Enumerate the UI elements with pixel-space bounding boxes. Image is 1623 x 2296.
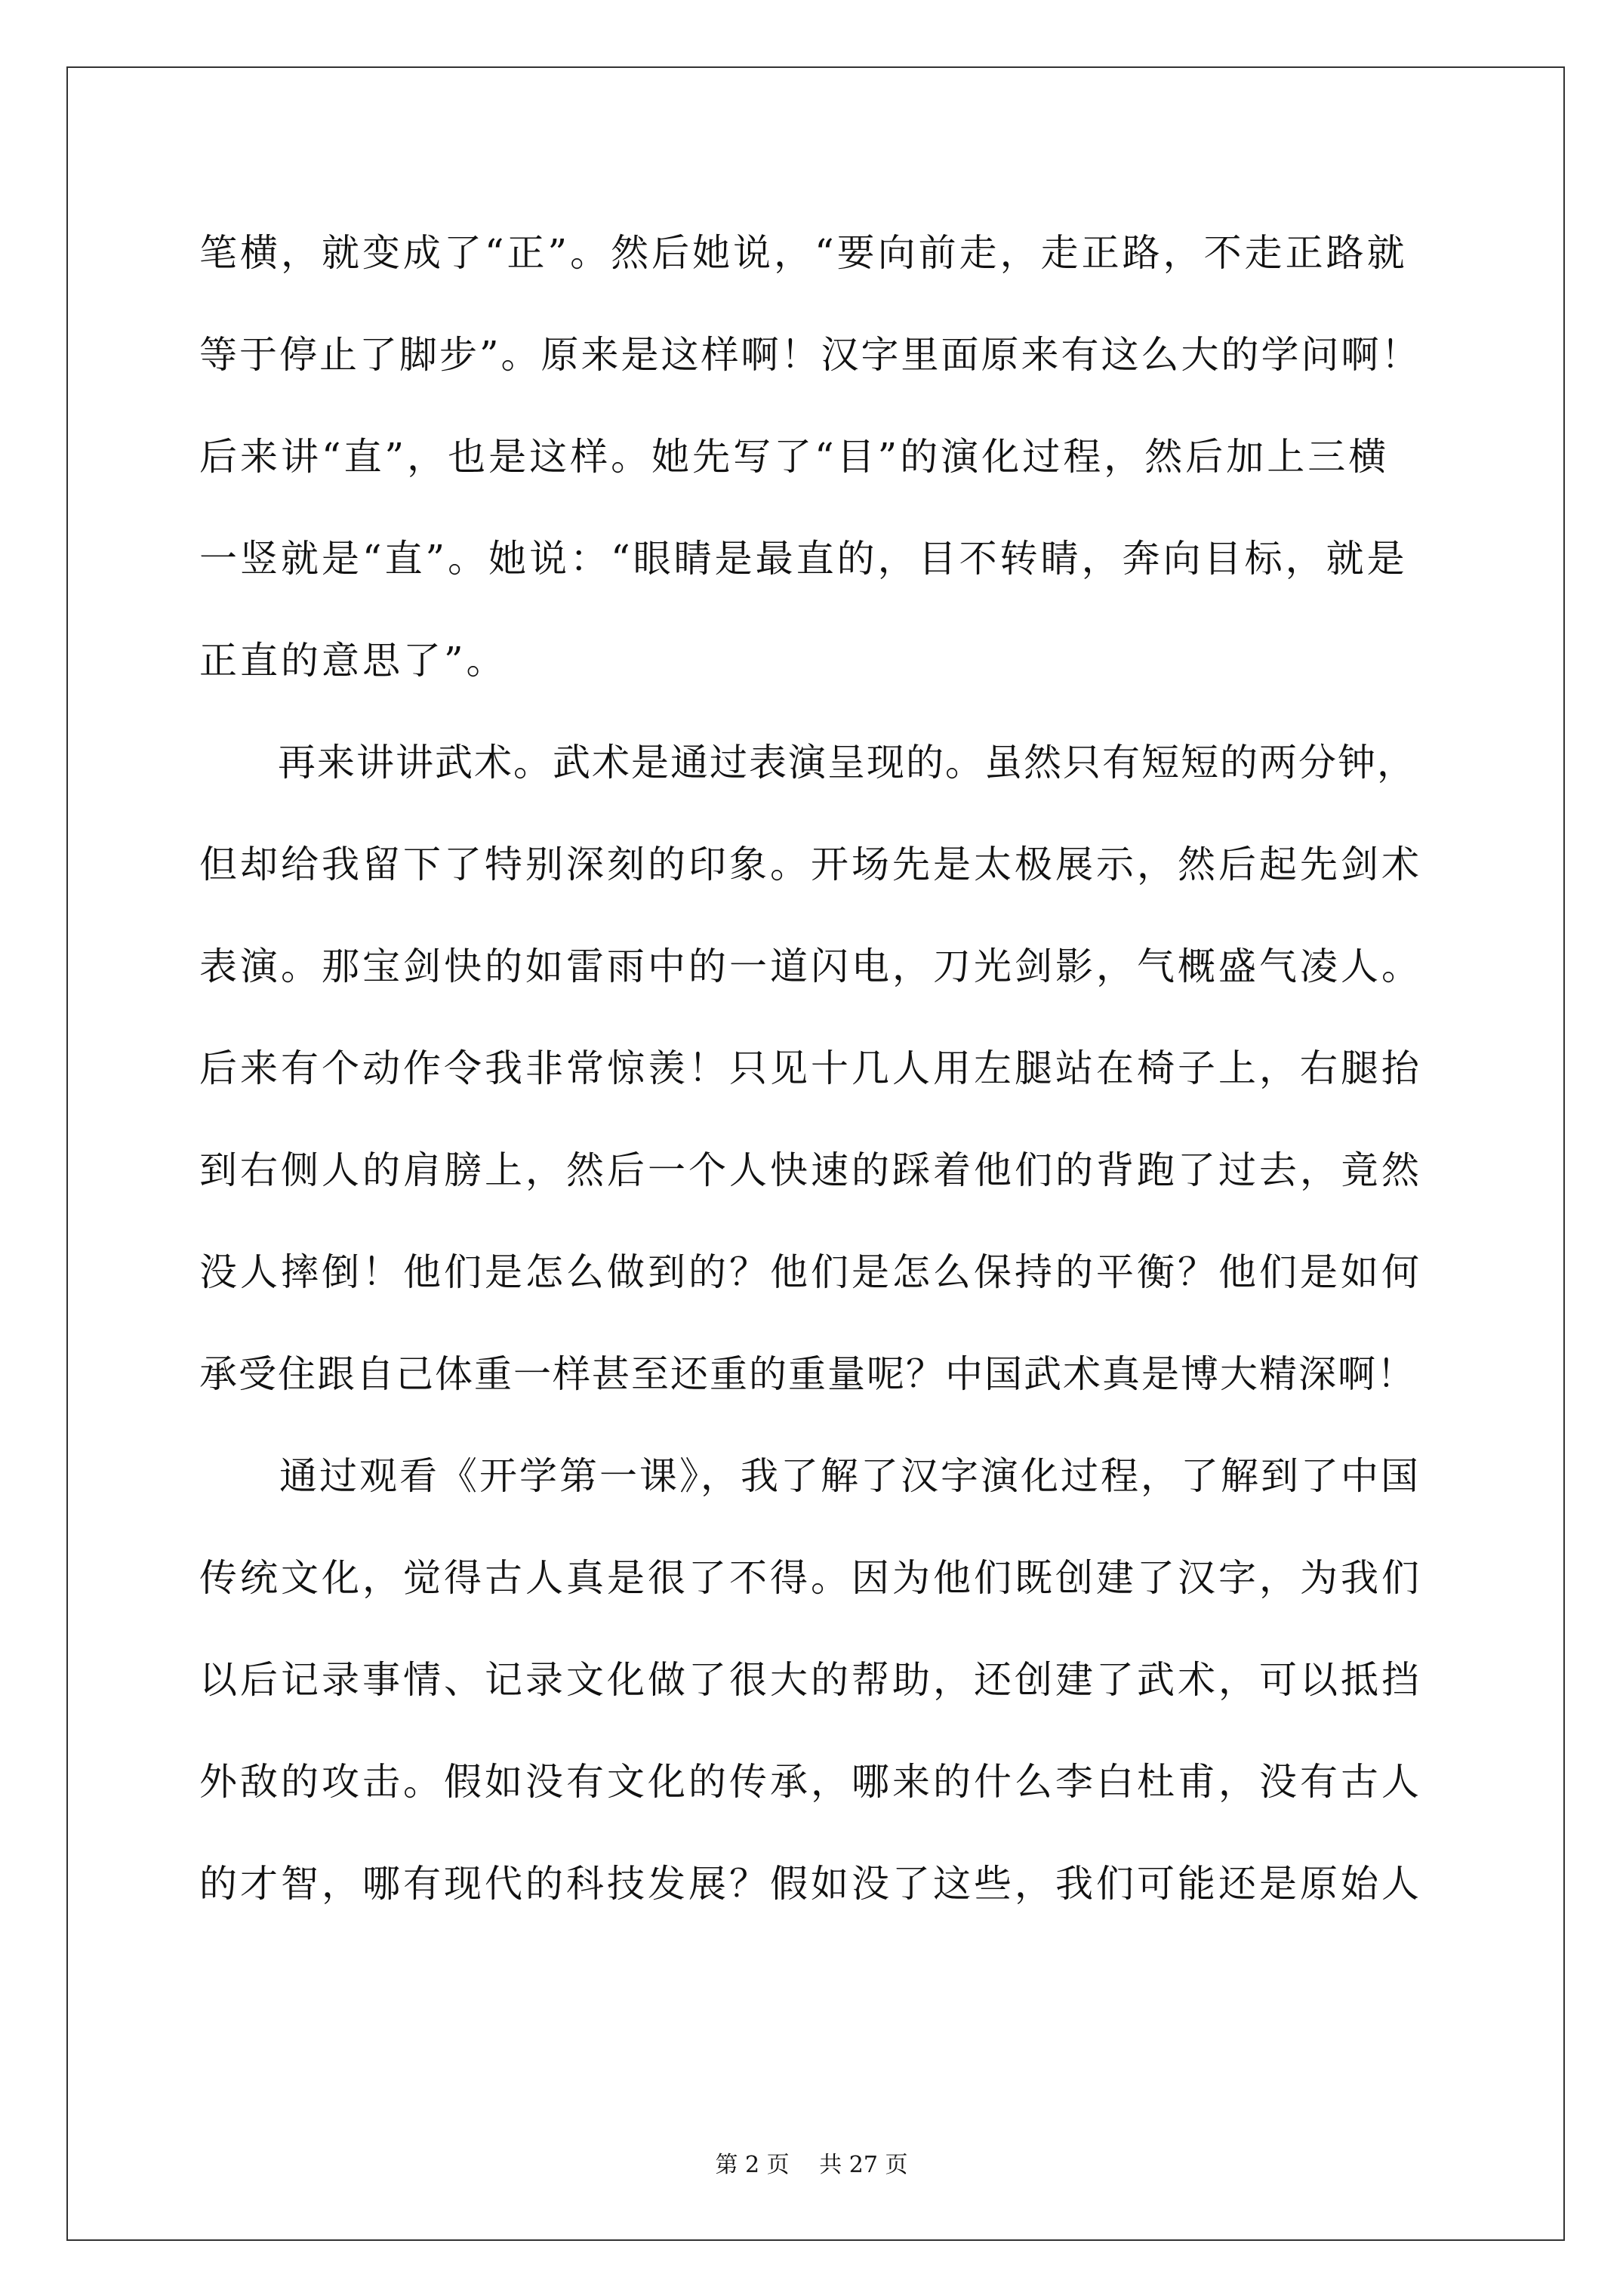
text-line: 的才智，哪有现代的科技发展？假如没了这些，我们可能还是原始人 — [199, 1862, 1422, 1906]
text-line: 一竖就是“直”。她说：“眼睛是最直的，目不转睛，奔向目标，就是 — [199, 537, 1408, 581]
text-line: 以后记录事情、记录文化做了很大的帮助，还创建了武术，可以抵挡 — [199, 1658, 1422, 1702]
text-line: 外敌的攻击。假如没有文化的传承，哪来的什么李白杜甫，没有古人 — [199, 1760, 1422, 1804]
text-line: 到右侧人的肩膀上，然后一个人快速的踩着他们的背跑了过去，竟然 — [199, 1148, 1422, 1192]
text-line: 后来有个动作令我非常惊羡！只见十几人用左腿站在椅子上，右腿抬 — [199, 1046, 1422, 1090]
text-line: 传统文化，觉得古人真是很了不得。因为他们既创建了汉字，为我们 — [199, 1556, 1422, 1600]
text-line: 通过观看《开学第一课》，我了解了汉字演化过程，了解到了中国 — [199, 1454, 1421, 1498]
text-line: 但却给我留下了特别深刻的印象。开场先是太极展示，然后起先剑术 — [199, 843, 1422, 886]
text-line: 正直的意思了”。 — [199, 639, 507, 683]
text-line: 笔横，就变成了“正”。然后她说，“要向前走，走正路，不走正路就 — [199, 231, 1408, 275]
text-line: 没人摔倒！他们是怎么做到的？他们是怎么保持的平衡？他们是如何 — [199, 1250, 1422, 1294]
page-number: 第 2 页 共 27 页 — [715, 2152, 908, 2178]
text-line: 表演。那宝剑快的如雷雨中的一道闪电，刀光剑影，气概盛气凌人。 — [199, 945, 1422, 988]
text-line: 再来讲讲武术。武术是通过表演呈现的。虽然只有短短的两分钟， — [199, 741, 1416, 784]
text-line: 承受住跟自己体重一样甚至还重的重量呢？中国武术真是博大精深啊！ — [199, 1352, 1416, 1396]
text-line: 等于停止了脚步”。原来是这样啊！汉字里面原来有这么大的学问啊！ — [199, 333, 1421, 377]
text-line: 后来讲“直”，也是这样。她先写了“目”的演化过程，然后加上三横 — [199, 435, 1390, 479]
